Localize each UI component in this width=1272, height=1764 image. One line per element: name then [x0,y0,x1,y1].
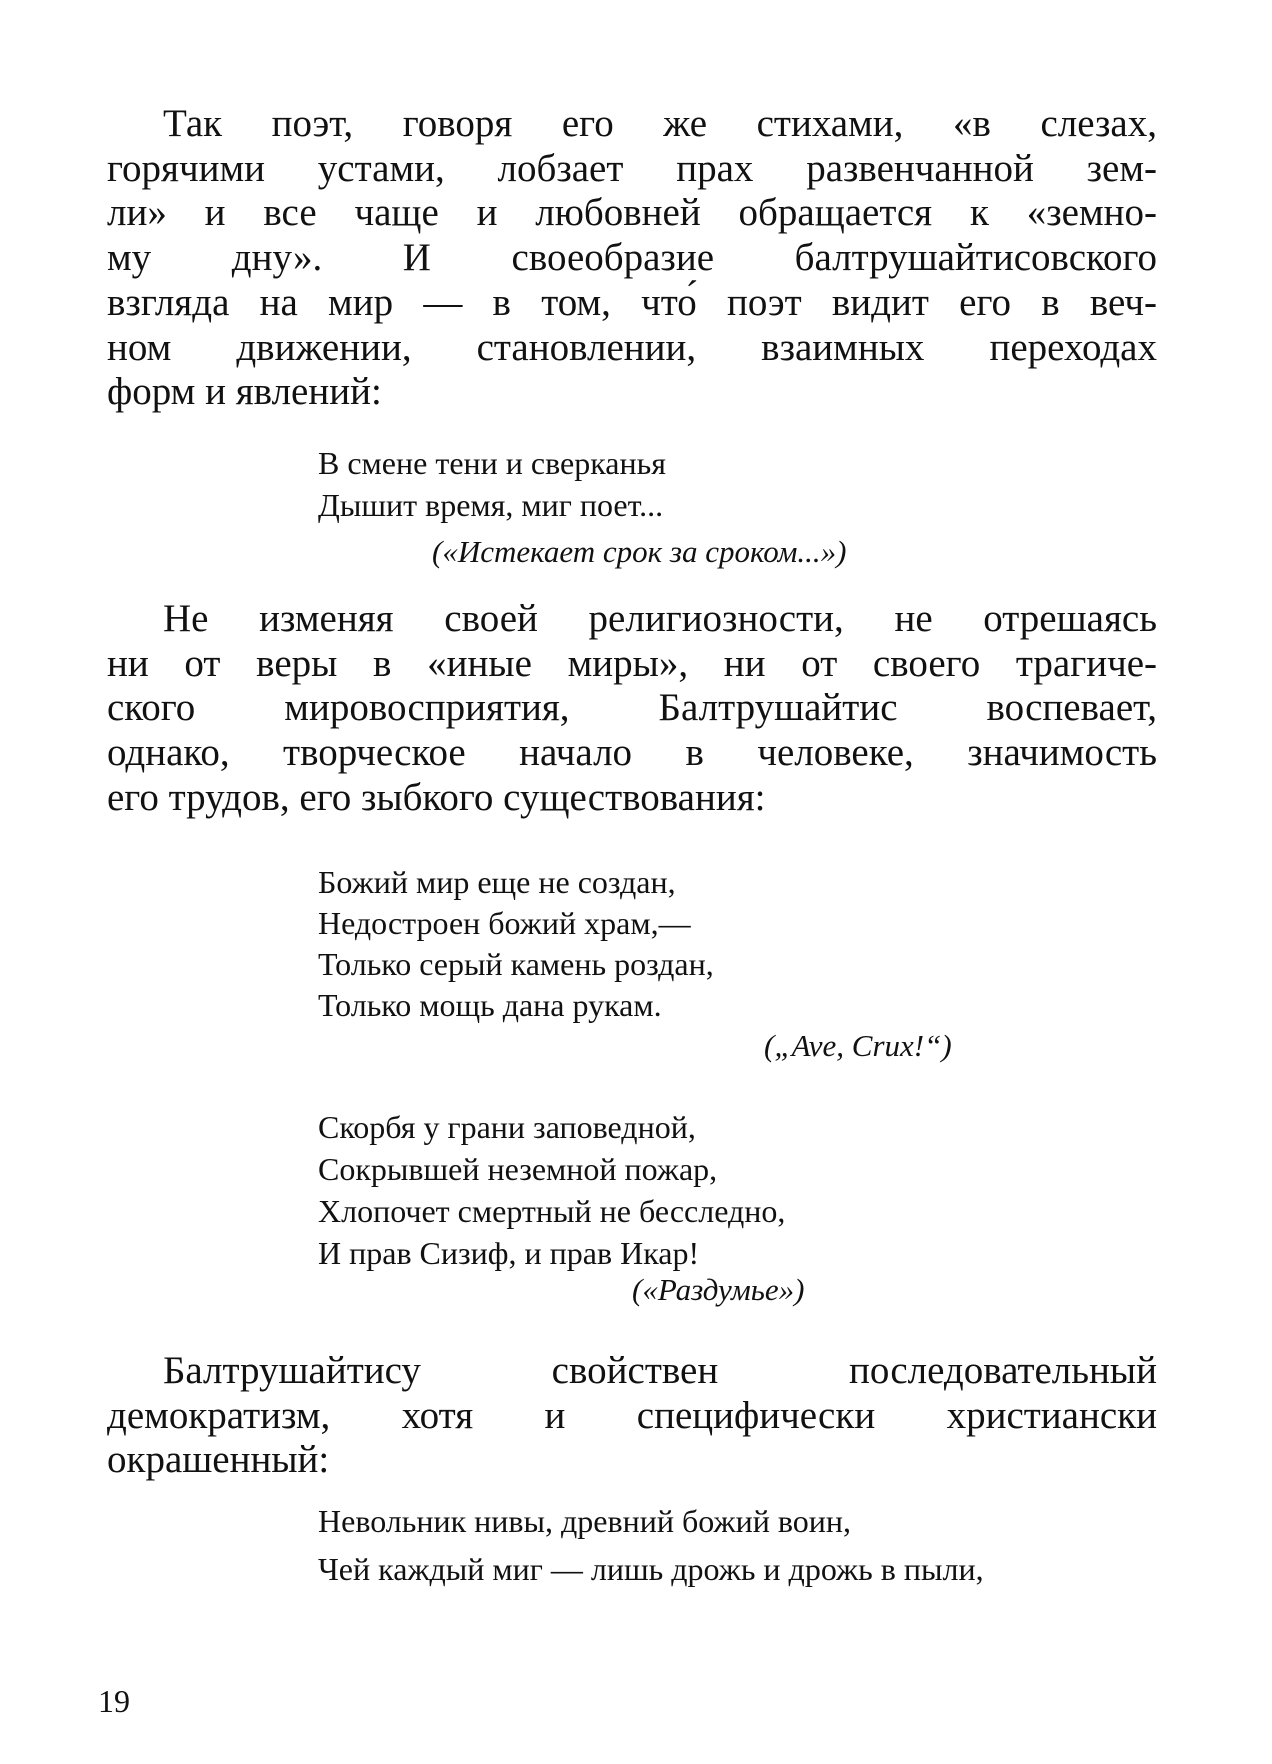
verse-line: Только серый камень роздан, [318,946,714,982]
page-number: 19 [98,1683,130,1719]
paragraph-line: горячими устами, лобзает прах развенчанной зем- [107,146,1157,190]
verse-line: В смене тени и сверканья [318,445,666,481]
verse-source-2: („Ave, Crux!“) [764,1028,952,1063]
paragraph-3 [107,1349,1157,1483]
verse-quote-1 [318,442,666,526]
paragraph-line: Не изменяя своей религиозности, не отрешаясь [163,597,1157,640]
verse-line: Чей каждый миг — лишь дрожь и дрожь в пыли, [318,1551,984,1587]
verse-line: Хлопочет смертный не бесследно, [318,1193,786,1229]
paragraph-line: взгляда на мир — в том, что́ поэт видит его в веч- [107,280,1157,324]
paragraph-line: ли» и все чаще и любовней обращается к «земно- [107,191,1157,235]
paragraph-line: Так поэт, говоря его же стихами, «в слезах, [163,102,1157,145]
paragraph-line: Балтрушайтису свойствен последовательный [163,1349,1157,1392]
verse-quote-2 [318,862,714,1026]
verse-line: Божий мир еще не создан, [318,864,676,900]
paragraph-line: ского мировосприятия, Балтрушайтис воспевает, [107,686,1157,730]
paragraph-line: демократизм, хотя и специфически христиански [107,1393,1157,1437]
verse-line: Только мощь дана рукам. [318,987,662,1023]
verse-line: И прав Сизиф, и прав Икар! [318,1235,700,1271]
verse-line: Дышит время, миг поет... [318,487,664,523]
paragraph-line: окрашенный: [107,1438,330,1482]
verse-source-1: («Истекает срок за сроком...») [432,534,847,569]
verse-quote-3 [318,1106,785,1274]
paragraph-line: ни от веры в «иные миры», ни от своего трагиче- [107,641,1157,685]
verse-line: Скорбя у грани заповедной, [318,1109,696,1145]
verse-line: Невольник нивы, древний божий воин, [318,1503,851,1539]
verse-line: Сокрывшей неземной пожар, [318,1151,718,1187]
paragraph-1 [107,102,1157,415]
paragraph-2 [107,597,1157,821]
verse-line: Недостроен божий храм,— [318,905,691,941]
verse-quote-4 [318,1497,984,1593]
paragraph-line: однако, творческое начало в человеке, значимость [107,731,1157,775]
verse-source-3: («Раздумье») [632,1272,805,1307]
paragraph-line: ном движении, становлении, взаимных переходах [107,325,1157,369]
paragraph-line: му дну». И своеобразие балтрушайтисовского [107,236,1157,280]
paragraph-line: его трудов, его зыбкого существования: [107,775,766,819]
paragraph-line: форм и явлений: [107,370,382,414]
